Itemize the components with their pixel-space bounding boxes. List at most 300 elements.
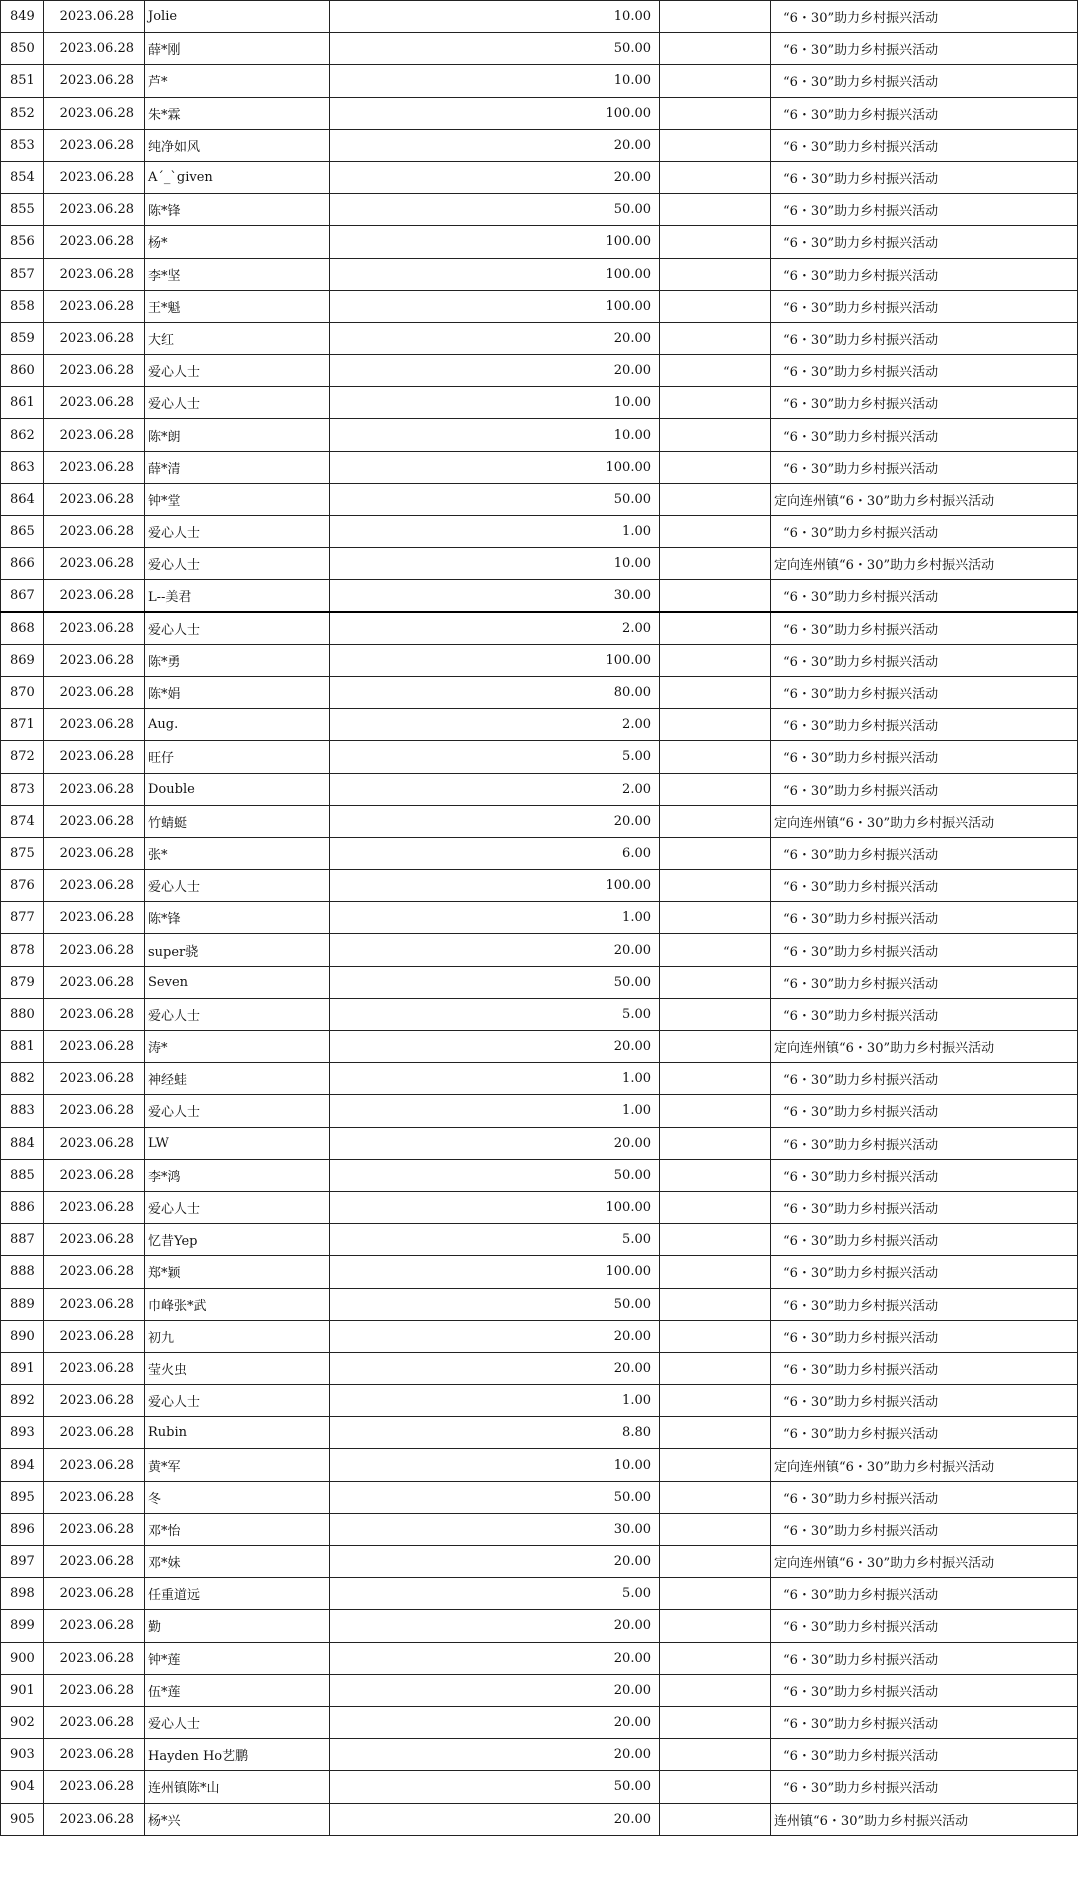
donation-purpose: “6・30”助力乡村振兴活动 [771,998,1078,1030]
donation-purpose: “6・30”助力乡村振兴活动 [771,741,1078,773]
empty-cell [660,516,771,548]
row-number: 867 [1,580,44,612]
donation-purpose: “6・30”助力乡村振兴活动 [771,902,1078,934]
donation-amount: 20.00 [330,1546,660,1578]
row-number: 852 [1,97,44,129]
donor-name: Seven [145,966,330,998]
donor-name: 薛*清 [145,451,330,483]
row-number: 899 [1,1610,44,1642]
table-row [1,966,1078,998]
donation-amount: 1.00 [330,902,660,934]
donation-purpose: “6・30”助力乡村振兴活动 [771,97,1078,129]
table-row [1,1449,1078,1481]
empty-cell [660,226,771,258]
table-row [1,1,1078,33]
row-number: 850 [1,33,44,65]
donation-date: 2023.06.28 [44,837,145,869]
donor-name: Double [145,773,330,805]
row-number: 898 [1,1578,44,1610]
donation-amount: 100.00 [330,451,660,483]
donation-date: 2023.06.28 [44,1191,145,1223]
table-row [1,451,1078,483]
table-row [1,548,1078,580]
donor-name: 张* [145,837,330,869]
donor-name: 冬 [145,1481,330,1513]
row-number: 885 [1,1159,44,1191]
row-number: 868 [1,612,44,644]
empty-cell [660,1320,771,1352]
row-number: 895 [1,1481,44,1513]
donor-name: 爱心人士 [145,387,330,419]
empty-cell [660,1739,771,1771]
donation-date: 2023.06.28 [44,33,145,65]
donation-amount: 20.00 [330,1674,660,1706]
row-number: 876 [1,870,44,902]
table-row [1,805,1078,837]
donation-purpose: “6・30”助力乡村振兴活动 [771,226,1078,258]
empty-cell [660,966,771,998]
empty-cell [660,355,771,387]
empty-cell [660,1674,771,1706]
empty-cell [660,1256,771,1288]
empty-cell [660,1352,771,1384]
empty-cell [660,194,771,226]
donation-purpose: “6・30”助力乡村振兴活动 [771,1417,1078,1449]
donation-purpose: “6・30”助力乡村振兴活动 [771,129,1078,161]
table-row [1,258,1078,290]
table-row [1,1642,1078,1674]
donation-date: 2023.06.28 [44,516,145,548]
donation-date: 2023.06.28 [44,1031,145,1063]
row-number: 849 [1,1,44,33]
donation-amount: 100.00 [330,870,660,902]
donation-date: 2023.06.28 [44,1610,145,1642]
donation-date: 2023.06.28 [44,870,145,902]
empty-cell [660,676,771,708]
donor-name: 爱心人士 [145,1095,330,1127]
donation-amount: 100.00 [330,1256,660,1288]
empty-cell [660,934,771,966]
donation-purpose: “6・30”助力乡村振兴活动 [771,1578,1078,1610]
row-number: 881 [1,1031,44,1063]
table-row [1,1385,1078,1417]
donation-date: 2023.06.28 [44,355,145,387]
row-number: 897 [1,1546,44,1578]
empty-cell [660,805,771,837]
table-row [1,97,1078,129]
donation-date: 2023.06.28 [44,419,145,451]
table-row [1,419,1078,451]
table-row [1,1191,1078,1223]
empty-cell [660,483,771,515]
donor-name: 忆昔Yep [145,1224,330,1256]
donation-date: 2023.06.28 [44,1481,145,1513]
table-row [1,226,1078,258]
table-row [1,129,1078,161]
donation-purpose: “6・30”助力乡村振兴活动 [771,612,1078,644]
donation-date: 2023.06.28 [44,934,145,966]
donor-name: Rubin [145,1417,330,1449]
row-number: 879 [1,966,44,998]
donation-date: 2023.06.28 [44,1771,145,1803]
row-number: 855 [1,194,44,226]
table-row [1,676,1078,708]
donation-amount: 80.00 [330,676,660,708]
empty-cell [660,290,771,322]
donation-amount: 50.00 [330,33,660,65]
donation-date: 2023.06.28 [44,1642,145,1674]
donation-amount: 8.80 [330,1417,660,1449]
row-number: 871 [1,709,44,741]
table-row [1,709,1078,741]
donation-amount: 20.00 [330,1127,660,1159]
donation-date: 2023.06.28 [44,258,145,290]
donation-purpose: 定向连州镇“6・30”助力乡村振兴活动 [771,1031,1078,1063]
empty-cell [660,1578,771,1610]
donor-name: 爱心人士 [145,355,330,387]
empty-cell [660,1771,771,1803]
donation-amount: 30.00 [330,1513,660,1545]
donation-amount: 20.00 [330,1706,660,1738]
row-number: 863 [1,451,44,483]
donation-amount: 10.00 [330,419,660,451]
row-number: 862 [1,419,44,451]
empty-cell [660,870,771,902]
table-row [1,1481,1078,1513]
table-row [1,1739,1078,1771]
empty-cell [660,1095,771,1127]
row-number: 900 [1,1642,44,1674]
row-number: 903 [1,1739,44,1771]
donation-purpose: “6・30”助力乡村振兴活动 [771,355,1078,387]
empty-cell [660,1191,771,1223]
row-number: 893 [1,1417,44,1449]
row-number: 857 [1,258,44,290]
empty-cell [660,709,771,741]
donation-amount: 20.00 [330,355,660,387]
table-row [1,65,1078,97]
donation-purpose: 定向连州镇“6・30”助力乡村振兴活动 [771,1449,1078,1481]
empty-cell [660,322,771,354]
table-row [1,483,1078,515]
donation-purpose: “6・30”助力乡村振兴活动 [771,1513,1078,1545]
table-row [1,870,1078,902]
table-row [1,1803,1078,1835]
donor-name: 连州镇陈*山 [145,1771,330,1803]
donation-purpose: “6・30”助力乡村振兴活动 [771,1674,1078,1706]
row-number: 890 [1,1320,44,1352]
donation-purpose: “6・30”助力乡村振兴活动 [771,837,1078,869]
row-number: 856 [1,226,44,258]
donation-amount: 50.00 [330,194,660,226]
table-row [1,290,1078,322]
donation-purpose: “6・30”助力乡村振兴活动 [771,1288,1078,1320]
donation-amount: 1.00 [330,1095,660,1127]
donation-date: 2023.06.28 [44,1385,145,1417]
empty-cell [660,1127,771,1159]
donation-purpose: “6・30”助力乡村振兴活动 [771,290,1078,322]
donation-purpose: “6・30”助力乡村振兴活动 [771,194,1078,226]
empty-cell [660,741,771,773]
table-row [1,998,1078,1030]
donation-purpose: “6・30”助力乡村振兴活动 [771,1159,1078,1191]
table-row [1,1417,1078,1449]
empty-cell [660,1706,771,1738]
row-number: 853 [1,129,44,161]
table-row [1,1224,1078,1256]
donation-table-body [1,1,1078,1836]
donation-amount: 20.00 [330,1642,660,1674]
row-number: 864 [1,483,44,515]
donation-date: 2023.06.28 [44,1417,145,1449]
donation-amount: 5.00 [330,741,660,773]
table-row [1,1320,1078,1352]
empty-cell [660,33,771,65]
row-number: 875 [1,837,44,869]
donation-purpose: “6・30”助力乡村振兴活动 [771,1,1078,33]
donation-date: 2023.06.28 [44,129,145,161]
donation-date: 2023.06.28 [44,1127,145,1159]
empty-cell [660,1031,771,1063]
donation-purpose: “6・30”助力乡村振兴活动 [771,1191,1078,1223]
donation-date: 2023.06.28 [44,805,145,837]
empty-cell [660,644,771,676]
donor-name: 爱心人士 [145,548,330,580]
donor-name: 朱*霖 [145,97,330,129]
table-row [1,741,1078,773]
donation-purpose: “6・30”助力乡村振兴活动 [771,1771,1078,1803]
donor-name: 伍*莲 [145,1674,330,1706]
donation-purpose: “6・30”助力乡村振兴活动 [771,161,1078,193]
row-number: 854 [1,161,44,193]
row-number: 880 [1,998,44,1030]
donation-purpose: “6・30”助力乡村振兴活动 [771,1706,1078,1738]
donation-date: 2023.06.28 [44,1513,145,1545]
empty-cell [660,161,771,193]
donor-name: 任重道远 [145,1578,330,1610]
empty-cell [660,258,771,290]
donor-name: 芦* [145,65,330,97]
table-row [1,387,1078,419]
donation-purpose: “6・30”助力乡村振兴活动 [771,258,1078,290]
row-number: 861 [1,387,44,419]
table-row [1,161,1078,193]
donation-purpose: “6・30”助力乡村振兴活动 [771,516,1078,548]
donation-date: 2023.06.28 [44,902,145,934]
donation-purpose: “6・30”助力乡村振兴活动 [771,934,1078,966]
table-row [1,1706,1078,1738]
donation-purpose: “6・30”助力乡村振兴活动 [771,773,1078,805]
donor-name: A´_`given [145,161,330,193]
donation-amount: 10.00 [330,65,660,97]
row-number: 892 [1,1385,44,1417]
donation-amount: 1.00 [330,516,660,548]
donation-amount: 5.00 [330,1578,660,1610]
donation-date: 2023.06.28 [44,741,145,773]
empty-cell [660,1481,771,1513]
donation-purpose: “6・30”助力乡村振兴活动 [771,1352,1078,1384]
donation-date: 2023.06.28 [44,226,145,258]
table-row [1,1063,1078,1095]
table-row [1,355,1078,387]
donor-name: 勤 [145,1610,330,1642]
table-row [1,1578,1078,1610]
donation-date: 2023.06.28 [44,676,145,708]
donation-amount: 20.00 [330,805,660,837]
donor-name: 爱心人士 [145,1385,330,1417]
empty-cell [660,1449,771,1481]
donor-name: 邓*妹 [145,1546,330,1578]
donor-name: 竹蜻蜓 [145,805,330,837]
donor-name: 陈*朗 [145,419,330,451]
empty-cell [660,837,771,869]
donation-purpose: “6・30”助力乡村振兴活动 [771,33,1078,65]
donation-amount: 100.00 [330,258,660,290]
donation-amount: 6.00 [330,837,660,869]
donor-name: super骁 [145,934,330,966]
table-row [1,516,1078,548]
donation-date: 2023.06.28 [44,451,145,483]
empty-cell [660,1063,771,1095]
donation-date: 2023.06.28 [44,612,145,644]
donation-purpose: “6・30”助力乡村振兴活动 [771,644,1078,676]
donor-name: 爱心人士 [145,870,330,902]
donation-amount: 100.00 [330,97,660,129]
donation-date: 2023.06.28 [44,1224,145,1256]
donation-purpose: “6・30”助力乡村振兴活动 [771,966,1078,998]
empty-cell [660,97,771,129]
table-row [1,580,1078,612]
row-number: 883 [1,1095,44,1127]
row-number: 860 [1,355,44,387]
donation-date: 2023.06.28 [44,1449,145,1481]
donation-date: 2023.06.28 [44,1739,145,1771]
table-row [1,33,1078,65]
donor-name: 涛* [145,1031,330,1063]
donation-date: 2023.06.28 [44,1063,145,1095]
donation-amount: 20.00 [330,934,660,966]
empty-cell [660,612,771,644]
row-number: 904 [1,1771,44,1803]
donation-purpose: “6・30”助力乡村振兴活动 [771,1385,1078,1417]
row-number: 858 [1,290,44,322]
donation-date: 2023.06.28 [44,644,145,676]
donation-purpose: “6・30”助力乡村振兴活动 [771,419,1078,451]
donor-name: 钟*堂 [145,483,330,515]
donor-name: 李*鸿 [145,1159,330,1191]
donor-name: 杨* [145,226,330,258]
donation-amount: 100.00 [330,1191,660,1223]
donation-date: 2023.06.28 [44,773,145,805]
donor-name: Jolie [145,1,330,33]
row-number: 894 [1,1449,44,1481]
donation-date: 2023.06.28 [44,580,145,612]
donor-name: 李*坚 [145,258,330,290]
donation-amount: 5.00 [330,998,660,1030]
empty-cell [660,1803,771,1835]
row-number: 874 [1,805,44,837]
empty-cell [660,1546,771,1578]
donor-name: 王*魁 [145,290,330,322]
donation-date: 2023.06.28 [44,1352,145,1384]
donation-amount: 20.00 [330,161,660,193]
donor-name: 爱心人士 [145,1706,330,1738]
donation-amount: 100.00 [330,290,660,322]
empty-cell [660,451,771,483]
donation-date: 2023.06.28 [44,1159,145,1191]
donation-purpose: “6・30”助力乡村振兴活动 [771,709,1078,741]
donation-amount: 20.00 [330,1320,660,1352]
donation-date: 2023.06.28 [44,1288,145,1320]
donation-date: 2023.06.28 [44,1320,145,1352]
empty-cell [660,1,771,33]
donation-purpose: “6・30”助力乡村振兴活动 [771,1481,1078,1513]
table-row [1,1288,1078,1320]
donation-amount: 50.00 [330,1481,660,1513]
donation-amount: 30.00 [330,580,660,612]
donor-name: 薛*刚 [145,33,330,65]
donor-name: 陈*锋 [145,902,330,934]
donation-amount: 50.00 [330,483,660,515]
row-number: 865 [1,516,44,548]
table-row [1,1771,1078,1803]
row-number: 891 [1,1352,44,1384]
donor-name: 巾峰张*武 [145,1288,330,1320]
donation-date: 2023.06.28 [44,709,145,741]
donation-purpose: 定向连州镇“6・30”助力乡村振兴活动 [771,483,1078,515]
row-number: 851 [1,65,44,97]
donor-name: 初九 [145,1320,330,1352]
donor-name: 黄*军 [145,1449,330,1481]
row-number: 886 [1,1191,44,1223]
donation-purpose: 定向连州镇“6・30”助力乡村振兴活动 [771,548,1078,580]
donation-amount: 10.00 [330,548,660,580]
donation-date: 2023.06.28 [44,97,145,129]
donor-name: 杨*兴 [145,1803,330,1835]
donation-purpose: 连州镇“6・30”助力乡村振兴活动 [771,1803,1078,1835]
donation-date: 2023.06.28 [44,387,145,419]
row-number: 878 [1,934,44,966]
empty-cell [660,387,771,419]
empty-cell [660,1417,771,1449]
donation-amount: 2.00 [330,773,660,805]
empty-cell [660,1642,771,1674]
donation-date: 2023.06.28 [44,1,145,33]
donation-amount: 20.00 [330,1352,660,1384]
row-number: 882 [1,1063,44,1095]
empty-cell [660,1288,771,1320]
donation-amount: 1.00 [330,1385,660,1417]
row-number: 888 [1,1256,44,1288]
table-row [1,1095,1078,1127]
donor-name: 爱心人士 [145,612,330,644]
table-row [1,1256,1078,1288]
empty-cell [660,65,771,97]
donation-amount: 20.00 [330,1739,660,1771]
donation-date: 2023.06.28 [44,548,145,580]
row-number: 873 [1,773,44,805]
row-number: 884 [1,1127,44,1159]
donation-purpose: 定向连州镇“6・30”助力乡村振兴活动 [771,1546,1078,1578]
donor-name: 莹火虫 [145,1352,330,1384]
table-row [1,1031,1078,1063]
donation-amount: 50.00 [330,1159,660,1191]
donation-date: 2023.06.28 [44,1256,145,1288]
row-number: 870 [1,676,44,708]
donor-name: 钟*莲 [145,1642,330,1674]
table-row [1,1546,1078,1578]
donation-amount: 20.00 [330,322,660,354]
